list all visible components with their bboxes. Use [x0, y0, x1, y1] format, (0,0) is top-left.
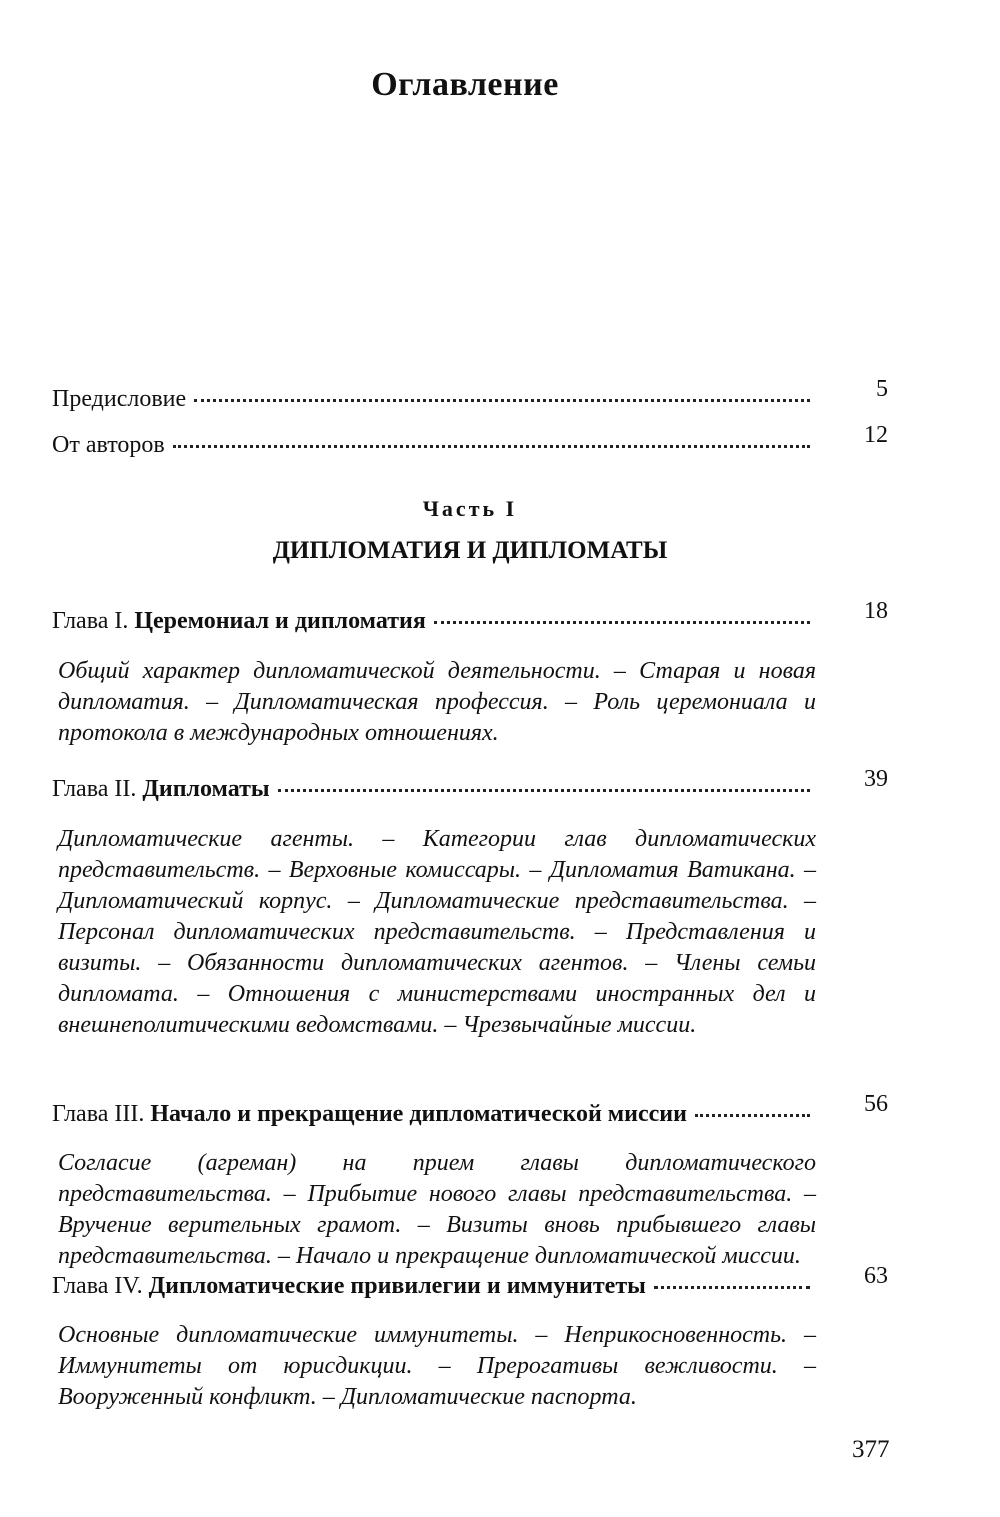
- dot-leader: [434, 621, 810, 624]
- chapter-description: Согласие (агреман) на прием главы дипломатического представительства. – Прибытие нового главы представительства. – Вручение верительных грамот. – Визиты вновь прибывшего главы представительства. – Начало и прекращение дипломатической миссии.: [58, 1150, 816, 1269]
- chapter-label: Глава III.: [52, 1101, 145, 1127]
- toc-chapter-3: [52, 1091, 910, 1141]
- chapter-description: Дипломатические агенты. – Категории глав дипломатических представительств. – Верховные комиссары. – Дипломатия Ватикана. – Дипломатический корпус. – Дипломатические представительства. – Персонал дипломатических представительств. – Представления и визиты. – Обязанности дипломатических агентов. – Члены семьи дипломата. – Отношения с министерствами иностранных дел и внешнеполитическими ведомствами. – Чрезвычайные миссии.: [58, 826, 816, 1038]
- chapter-description: Основные дипломатические иммунитеты. – Неприкосновенность. – Иммунитеты от юрисдикции. – Прерогативы вежливости. – Вооруженный конфликт. – Дипломатические паспорта.: [58, 1322, 816, 1410]
- dot-leader: [654, 1286, 810, 1289]
- chapter-page: 39: [864, 766, 888, 792]
- chapter-page: 63: [864, 1263, 888, 1289]
- dot-leader: [695, 1114, 810, 1117]
- toc-entry-from-authors: [52, 422, 910, 472]
- dot-leader: [278, 789, 810, 792]
- chapter-label: Глава II.: [52, 776, 137, 802]
- toc-entry-page: 5: [876, 376, 888, 402]
- chapter-page: 56: [864, 1091, 888, 1117]
- toc-chapter-4: [52, 1263, 910, 1313]
- chapter-page: 18: [864, 598, 888, 624]
- toc-entry-label: Предисловие: [52, 386, 187, 412]
- chapter-title: Церемониал и дипломатия: [134, 608, 426, 634]
- chapter-label: Глава IV.: [52, 1273, 143, 1299]
- part-label: Часть I: [422, 496, 518, 521]
- chapter-title: Дипломатические привилегии и иммунитеты: [148, 1273, 646, 1299]
- part-title: ДИПЛОМАТИЯ И ДИПЛОМАТЫ: [272, 537, 668, 564]
- toc-chapter-2: [52, 766, 910, 816]
- chapter-label: Глава I.: [52, 608, 129, 634]
- toc-chapter-1: [52, 598, 910, 648]
- toc-title: Оглавление: [371, 66, 559, 103]
- chapter-title: Дипломаты: [142, 776, 270, 802]
- toc-entry-label: От авторов: [52, 432, 165, 458]
- dot-leader: [194, 399, 810, 402]
- chapter-title: Начало и прекращение дипломатической миссии: [150, 1101, 687, 1127]
- dot-leader: [173, 445, 810, 448]
- chapter-description: Общий характер дипломатической деятельности. – Старая и новая дипломатия. – Дипломатическая профессия. – Роль церемониала и протокола в международных отношениях.: [58, 658, 816, 746]
- page-number: 377: [852, 1436, 890, 1463]
- toc-entry-preface: [52, 376, 910, 426]
- toc-entry-page: 12: [864, 422, 888, 448]
